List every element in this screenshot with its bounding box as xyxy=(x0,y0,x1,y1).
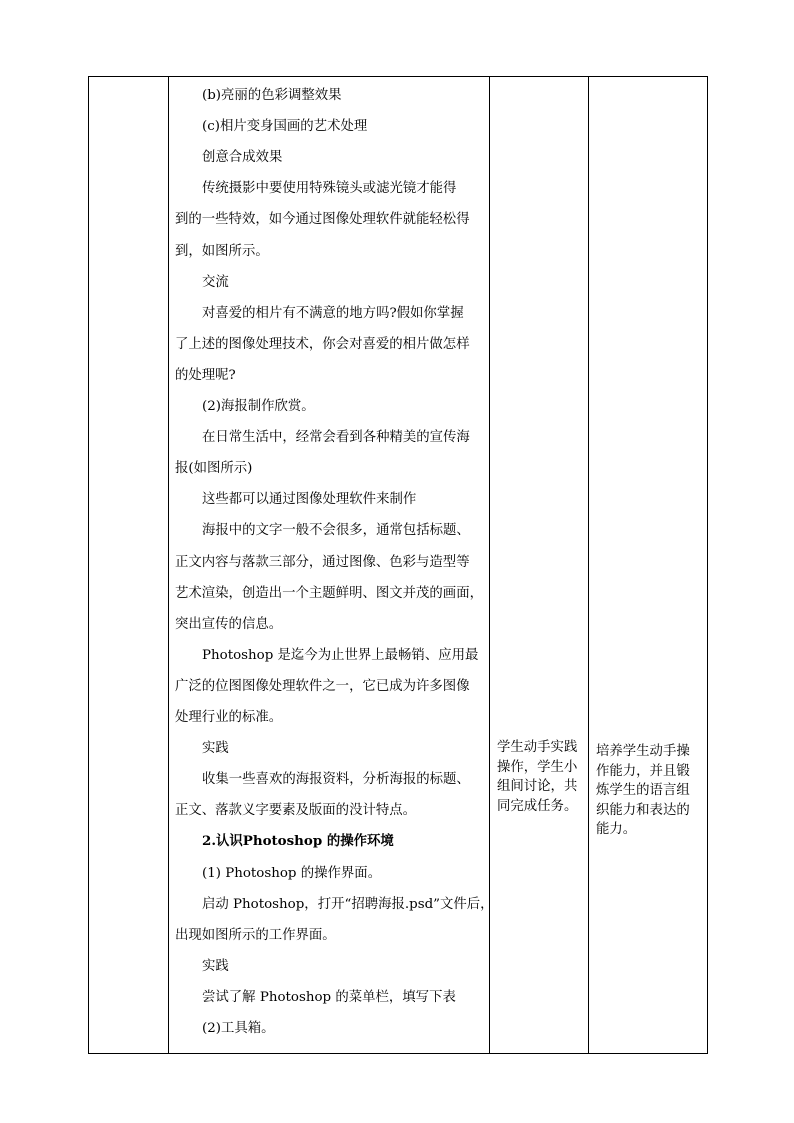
content-line: Photoshop 是迄今为止世界上最畅销、应用最 xyxy=(202,647,479,663)
content-line: 了上述的图像处理技术，你会对喜爱的相片做怎样 xyxy=(175,336,470,352)
content-line: 海报中的文字一般不会很多，通常包括标题、 xyxy=(202,523,470,539)
content-line: 突出宣传的信息。 xyxy=(175,616,283,632)
content-line: (b)亮丽的色彩调整效果 xyxy=(202,88,342,103)
content-line: 启动 Photoshop，打开“招聘海报.psd”文件后， xyxy=(202,896,494,912)
content-line: 收集一些喜欢的海报资料，分析海报的标题、 xyxy=(202,772,470,788)
design-intent-text: 培养学生动手操作能力，并且锻炼学生的语言组织能力和表达的能力。 xyxy=(596,744,690,837)
content-line: 正文、落款义字要素及版面的没计特点。 xyxy=(175,803,417,819)
teaching-content-cell xyxy=(169,77,494,1054)
content-line: 尝试了解 Photoshop 的菜单栏，填写下表 xyxy=(202,989,456,1005)
content-line: 到，如图所示。 xyxy=(175,243,269,259)
content-line: 实践 xyxy=(202,958,229,974)
content-line: 广泛的位图图像处理软件之一，它已成为许多图像 xyxy=(175,678,470,694)
content-line: 出现如图所示的工作界面。 xyxy=(175,927,336,943)
student-activity-cell xyxy=(490,77,589,1054)
content-line: 这些都可以通过图像处理软件来制作 xyxy=(202,492,417,508)
teaching-content xyxy=(169,77,494,1053)
lesson-table xyxy=(88,76,708,1054)
content-line: (c)相片变身国画的艺术处理 xyxy=(202,119,368,135)
content-line: 2.认识Photoshop 的操作环境 xyxy=(202,833,394,850)
content-line: (2)海报制作欣赏。 xyxy=(202,399,315,414)
content-line: 实践 xyxy=(202,741,229,757)
table-row xyxy=(89,77,708,1054)
design-intent-cell xyxy=(589,77,708,1054)
content-line: 交流 xyxy=(202,274,229,290)
student-activity-text: 学生动手实践操作，学生小组间讨论，共同完成任务。 xyxy=(497,740,578,814)
stage-cell xyxy=(89,77,169,1054)
content-line: 到的一些特效，如今通过图像处理软件就能轻松得 xyxy=(175,212,470,228)
content-line: 的处理呢? xyxy=(175,367,236,383)
content-line: 正文内容与落款三部分，通过图像、色彩与造型等 xyxy=(175,554,470,570)
content-line: (1) Photoshop 的操作界面。 xyxy=(202,865,382,881)
content-line: 在日常生活中，经常会看到各种精美的宣传海 xyxy=(202,430,470,446)
content-line: 处理行业的标准。 xyxy=(175,710,283,725)
content-line: (2)工具箱。 xyxy=(202,1021,275,1036)
content-line: 传统摄影中要使用特殊镜头或滤光镜才能得 xyxy=(202,181,457,197)
content-line: 艺术渲染，创造出一个主题鲜明、图文并茂的画面， xyxy=(175,585,483,601)
content-line: 报(如图所示) xyxy=(175,461,253,477)
content-line: 对喜爱的相片有不满意的地方吗?假如你掌握 xyxy=(202,305,464,321)
content-line: 创意合成效果 xyxy=(202,150,283,166)
